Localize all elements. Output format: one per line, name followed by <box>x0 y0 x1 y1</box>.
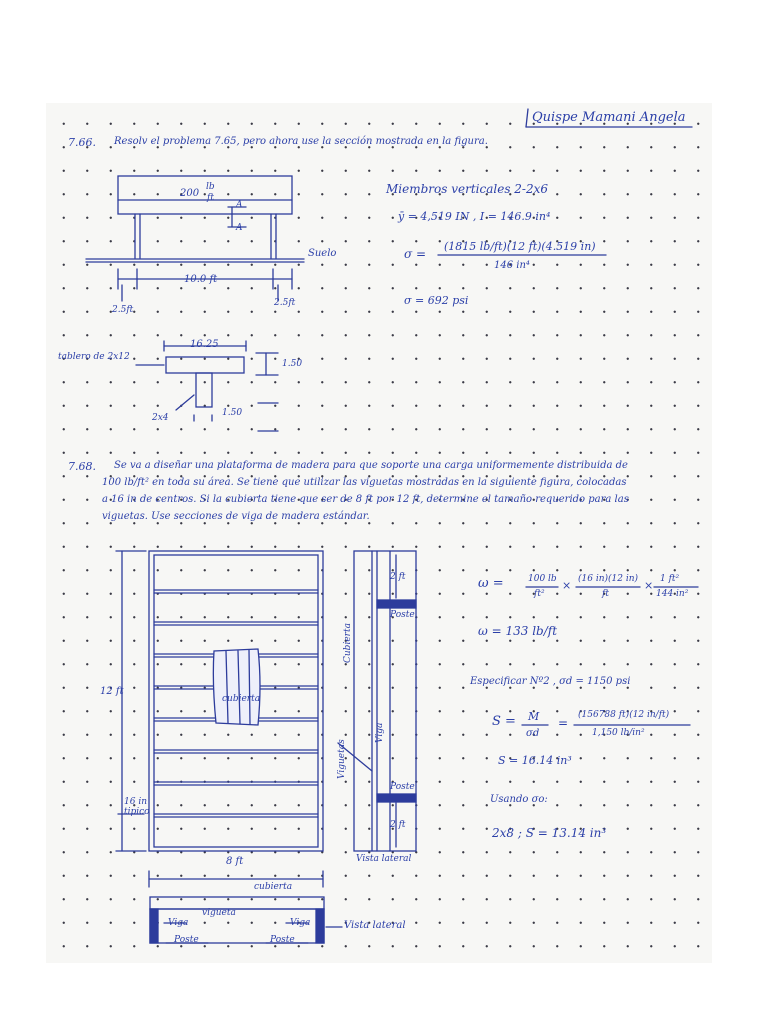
joist-spacing-label: 16 in tipico <box>124 797 150 817</box>
usando-label: Usando σo: <box>490 794 548 805</box>
w-num-3: 1 ft² <box>660 574 680 584</box>
notebook-page <box>46 103 712 963</box>
plan-height-label: 12 ft <box>100 686 124 697</box>
w-num-2: (16 in)(12 in) <box>578 574 639 584</box>
side-dim-top-label: 2 ft <box>390 572 406 582</box>
w-lhs: ω = <box>478 576 504 591</box>
bottom-viga-left-label: Viga <box>168 918 189 928</box>
s-lhs: S = <box>492 714 516 729</box>
bottom-side-view-label: Vista lateral <box>344 920 406 931</box>
author-name: Quispe Mamani Angela <box>532 110 686 125</box>
side-viga-label: Viga <box>375 722 385 743</box>
problem-7-68-line-1: Se va a diseñar una plataforma de madera para que soporte una carga uniformemente distribuida de <box>114 460 628 471</box>
w-num-1: 100 lb <box>528 574 557 584</box>
w-times-1: × <box>562 579 572 592</box>
bottom-poste-left-label: Poste <box>174 935 199 945</box>
stress-lhs: σ = <box>404 247 427 261</box>
plan-cubierta-label: cubierta <box>222 694 261 704</box>
section-height-label: 1.50 <box>282 359 303 369</box>
solution-line-2: ȳ = 4,519 IN , I = 146.9 in⁴ <box>398 210 551 223</box>
s-equals: = <box>558 716 569 730</box>
web-thickness-label: 1.50 <box>222 408 243 418</box>
load-unit-den: ft <box>207 193 214 203</box>
spec-line: Especificar Nº2 , σd = 1150 psi <box>470 676 631 687</box>
section-top-label: tablero de 2x12 <box>58 352 130 362</box>
w-result: ω = 133 lb/ft <box>478 624 558 638</box>
ground-label: Suelo <box>308 248 337 259</box>
s-num-2: (156788 ft)(12 in/ft) <box>578 710 670 720</box>
bottom-poste-right-label: Poste <box>270 935 295 945</box>
final-selection: 2x8 ; S = 13.14 in³ <box>492 826 607 840</box>
s-num: M <box>528 710 540 723</box>
left-overhang-label: 2.5ft <box>112 305 134 315</box>
bottom-cubierta-label: cubierta <box>254 882 293 892</box>
problem-7-68-line-4: viguetas. Use secciones de viga de madera estándar. <box>102 511 370 522</box>
problem-7-68-number: 7.68. <box>68 460 96 473</box>
web-label: 2x4 <box>152 413 169 423</box>
cut-label-a-bottom: A <box>236 223 243 233</box>
bottom-viga-right-label: Viga <box>290 918 311 928</box>
plan-width-label: 8 ft <box>226 856 244 867</box>
s-result: S = 16.14 in³ <box>498 754 572 767</box>
load-unit-num: lb <box>206 182 215 192</box>
side-cubierta-label: Cubierta <box>343 623 353 663</box>
cut-label-a-top: A <box>236 200 243 210</box>
section-width-label: 16.25 <box>190 339 219 350</box>
stress-numerator: (1815 lb/ft)(12 ft)(4.519 in) <box>444 240 596 253</box>
span-label: 10.0 ft <box>184 274 218 285</box>
hand-drawn-figures <box>46 103 712 963</box>
side-view-label: Vista lateral <box>356 854 412 864</box>
problem-7-66-number: 7.66. <box>68 136 96 149</box>
problem-7-68-line-3: a 16 in de centros. Si la cubierta tiene que ser de 8 ft por 12 ft, determine el tamaño requerido para las <box>102 494 629 505</box>
side-poste-top-label: Poste <box>390 610 415 620</box>
stress-denominator: 146 in⁴ <box>494 260 530 271</box>
w-times-2: × <box>644 579 654 592</box>
load-value: 200 <box>180 188 200 199</box>
right-overhang-label: 2.5ft <box>274 298 296 308</box>
w-den-1: ft² <box>534 589 545 599</box>
problem-7-66-statement: Resolv el problema 7.65, pero ahora use la sección mostrada en la figura. <box>114 136 488 147</box>
side-viguetas-label: Viguetas <box>337 739 347 779</box>
s-den-2: 1,150 lb/in² <box>592 728 645 738</box>
w-den-3: 144 in² <box>656 589 689 599</box>
bottom-vigueta-label: vigueta <box>202 908 236 918</box>
s-den: σd <box>526 728 540 739</box>
side-dim-bottom-label: 2 ft <box>390 820 406 830</box>
w-den-2: ft <box>602 589 609 599</box>
problem-7-68-line-2: 100 lb/ft² en toda su área. Se tiene que utilizar las viguetas mostradas en la siguiente figura, colocadas <box>102 477 627 488</box>
stress-result: σ = 692 psi <box>404 294 469 307</box>
solution-line-1: Miembros verticales 2-2x6 <box>386 182 549 196</box>
side-poste-bottom-label: Poste <box>390 782 415 792</box>
